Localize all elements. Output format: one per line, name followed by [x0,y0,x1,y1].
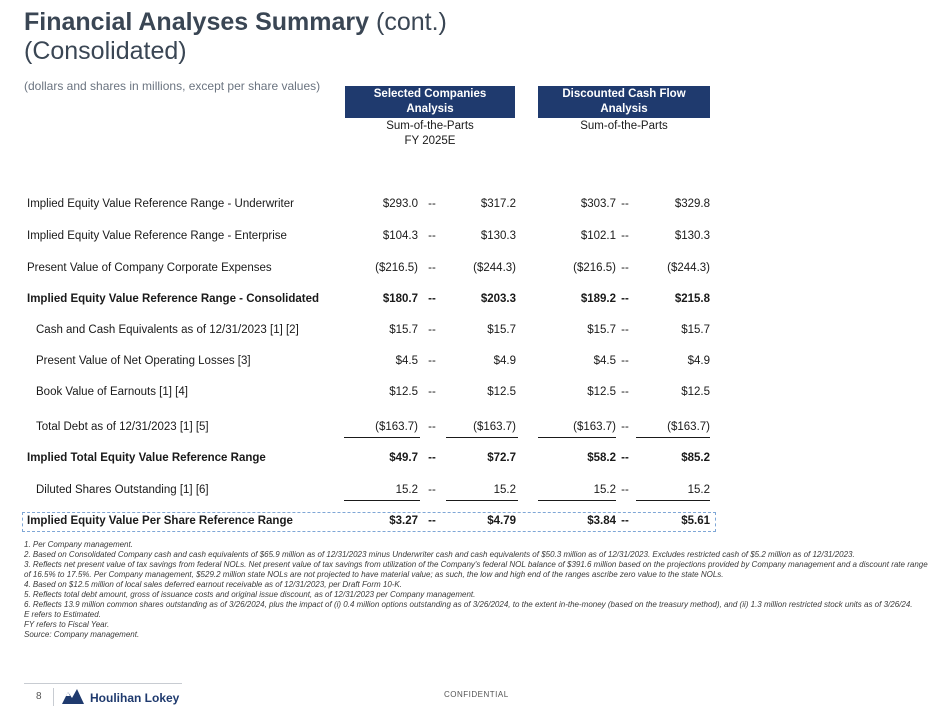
footnote-item: E refers to Estimated. [24,610,101,619]
value-high-selected: $72.7 [487,452,516,464]
range-separator: -- [621,421,629,433]
value-low-dcf: $3.84 [587,515,616,527]
page-title-line2: (Consolidated) [24,37,187,65]
range-separator: -- [428,452,436,464]
table-row [0,324,950,344]
table-row [0,198,950,218]
value-high-dcf: $4.9 [687,355,710,367]
value-high-dcf: $329.8 [674,198,710,210]
range-separator: -- [621,515,629,527]
table-row [0,386,950,406]
range-separator: -- [621,324,629,336]
table-row [0,262,950,282]
value-high-selected: ($163.7) [473,421,516,433]
row-label: Implied Equity Value Reference Range - Enterprise [27,230,287,242]
value-low-dcf: ($163.7) [573,421,616,433]
value-low-dcf: $15.7 [587,324,616,336]
footnote-item: 3. Reflects net present value of tax savings from federal NOLs. Net present value of tax savings from utilization of the Company's federal NOL balance of $391.6 million based on the projections provided by Company management and a discount rate range of 16.5% to 17.5%. Per Company management, $529.2 million state NOLs are not projected to have material value; as such, the low and high end of the ranges ascribe zero value to the state NOLs. [24,560,928,579]
range-separator: -- [621,230,629,242]
value-low-dcf: $58.2 [587,452,616,464]
table-row [0,293,950,313]
value-low-dcf: ($216.5) [573,262,616,274]
range-separator: -- [621,293,629,305]
value-high-dcf: ($244.3) [667,262,710,274]
value-high-selected: $130.3 [480,230,516,242]
row-label: Present Value of Net Operating Losses [3] [36,355,251,367]
subtotal-underline [344,500,420,501]
value-high-selected: $203.3 [480,293,516,305]
footnote-item: 6. Reflects 13.9 million common shares outstanding as of 3/26/2024, plus the impact of (i) 0.4 million options outstanding as of 3/26/2024, to the extent in-the-money (based on the treasury method), and (ii) 1.3 million restricted stock units as of 3/26/24. [24,600,913,609]
row-label: Implied Equity Value Reference Range - Underwriter [27,198,294,210]
row-label: Implied Equity Value Reference Range - Consolidated [27,293,320,305]
row-label: Present Value of Company Corporate Expenses [27,262,272,274]
range-separator: -- [428,230,436,242]
table-row [0,230,950,250]
value-high-dcf: 15.2 [687,484,710,496]
value-high-selected: $12.5 [487,386,516,398]
value-high-dcf: $15.7 [681,324,710,336]
houlihan-lokey-logo-icon [60,686,86,711]
range-separator: -- [621,386,629,398]
value-low-selected: $49.7 [389,452,418,464]
subtotal-underline [446,500,518,501]
value-low-dcf: 15.2 [593,484,616,496]
value-high-dcf: $215.8 [674,293,710,305]
range-separator: -- [428,293,436,305]
value-low-selected: $4.5 [395,355,418,367]
column-header-selected-companies [345,86,515,118]
value-high-selected: $4.9 [493,355,516,367]
range-separator: -- [428,484,436,496]
column-header-dcf [538,86,710,118]
subtotal-underline [538,437,616,438]
value-low-dcf: $102.1 [580,230,616,242]
confidential-label: CONFIDENTIAL [444,690,509,699]
footnote-item: Source: Company management. [24,630,140,639]
value-low-dcf: $189.2 [580,293,616,305]
value-high-dcf: $85.2 [681,452,710,464]
value-high-dcf: $130.3 [674,230,710,242]
page-title-main: Financial Analyses Summary [24,8,370,36]
value-low-selected: $180.7 [382,293,418,305]
per-share-highlight-box [22,512,716,532]
value-low-selected: $12.5 [389,386,418,398]
page-title-cont: (cont.) [376,8,447,36]
footnotes [24,540,930,640]
value-high-selected: $15.7 [487,324,516,336]
range-separator: -- [428,262,436,274]
value-high-selected: 15.2 [493,484,516,496]
value-high-selected: $317.2 [480,198,516,210]
footnote-item: 5. Reflects total debt amount, gross of issuance costs and original issue discount, as of 12/31/2023 per Company management. [24,590,476,599]
value-low-selected: $15.7 [389,324,418,336]
value-high-selected: ($244.3) [473,262,516,274]
range-separator: -- [621,355,629,367]
value-low-dcf: $303.7 [580,198,616,210]
table-row [0,421,950,441]
value-high-selected: $4.79 [487,515,516,527]
footnote-item: 1. Per Company management. [24,540,133,549]
row-label: Book Value of Earnouts [1] [4] [36,386,188,398]
subtotal-underline [538,500,616,501]
table-row [0,355,950,375]
value-high-dcf: $5.61 [681,515,710,527]
value-low-selected: $3.27 [389,515,418,527]
value-low-dcf: $12.5 [587,386,616,398]
subtotal-underline [446,437,518,438]
footnote-item: 2. Based on Consolidated Company cash and cash equivalents of $65.9 million as of 12/31/2023 minus Underwriter cash and cash equivalents of $50.3 million as of 12/31/2023. Excludes restricted cash of $5.2 million as of 12/31/2023. [24,550,855,559]
range-separator: -- [428,386,436,398]
column-subheader-method: Sum-of-the-Parts [386,120,474,132]
column-header-line1: Selected Companies [373,88,487,100]
footer-divider [24,683,182,684]
range-separator: -- [428,355,436,367]
row-label: Implied Total Equity Value Reference Range [27,452,266,464]
table-row [0,484,950,504]
logo-text: Houlihan Lokey [90,691,180,705]
column-header-line2: Analysis [406,103,454,115]
table-row [0,452,950,472]
value-low-selected: 15.2 [395,484,418,496]
row-label: Diluted Shares Outstanding [1] [6] [36,484,209,496]
row-label: Total Debt as of 12/31/2023 [1] [5] [36,421,209,433]
range-separator: -- [428,324,436,336]
value-low-selected: ($216.5) [375,262,418,274]
value-low-selected: ($163.7) [375,421,418,433]
range-separator: -- [428,198,436,210]
subtotal-underline [636,437,710,438]
row-label: Implied Equity Value Per Share Reference Range [27,515,293,527]
column-header-line2: Analysis [600,103,648,115]
footnote-item: FY refers to Fiscal Year. [24,620,110,629]
value-low-dcf: $4.5 [593,355,616,367]
range-separator: -- [621,452,629,464]
value-low-selected: $293.0 [382,198,418,210]
footer-separator [53,688,54,706]
range-separator: -- [621,262,629,274]
units-note: (dollars and shares in millions, except per share values) [24,79,321,93]
column-subheader-method: Sum-of-the-Parts [580,120,668,132]
page-title [24,8,724,66]
range-separator: -- [621,484,629,496]
value-low-selected: $104.3 [382,230,418,242]
row-label: Cash and Cash Equivalents as of 12/31/2023 [1] [2] [36,324,299,336]
footnote-item: 4. Based on $12.5 million of local sales deferred earnout receivable as of 12/31/2023, per Draft Form 10-K. [24,580,402,589]
range-separator: -- [428,515,436,527]
subtotal-underline [636,500,710,501]
page-number: 8 [36,691,42,702]
column-header-line1: Discounted Cash Flow [562,88,686,100]
range-separator: -- [428,421,436,433]
value-high-dcf: ($163.7) [667,421,710,433]
column-subheader-period: FY 2025E [404,135,456,147]
subtotal-underline [344,437,420,438]
value-high-dcf: $12.5 [681,386,710,398]
range-separator: -- [621,198,629,210]
